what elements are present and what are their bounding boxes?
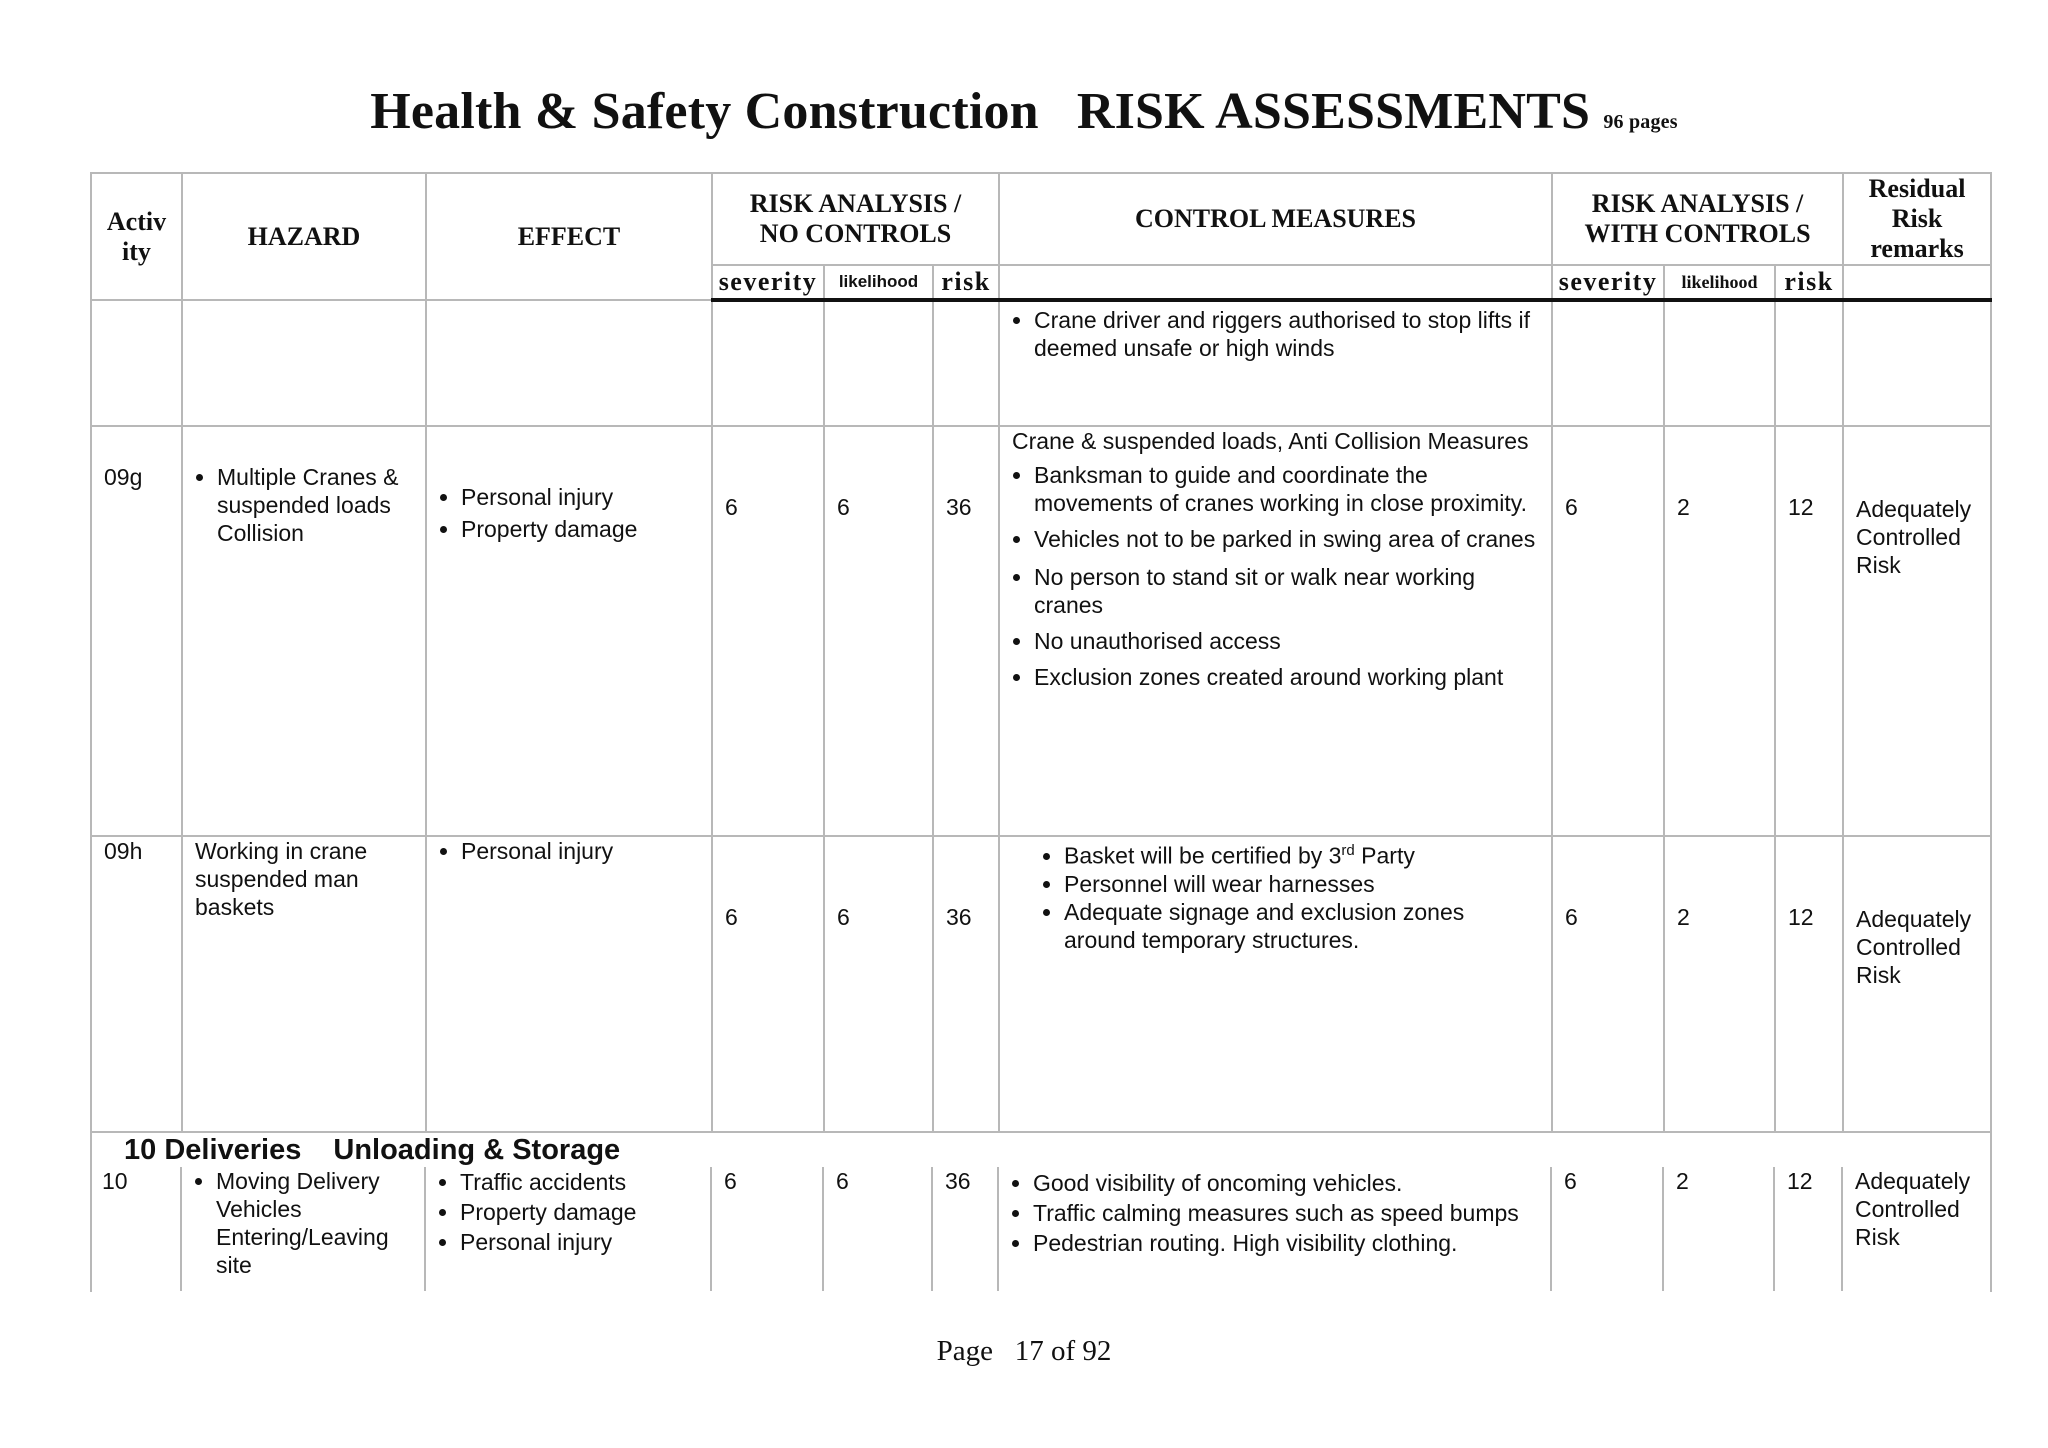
risk-cell xyxy=(933,300,999,426)
controls-intro: Crane & suspended loads, Anti Collision Measures xyxy=(1012,428,1529,454)
severity-value: 6 xyxy=(724,1168,737,1194)
control-item: • Crane driver and riggers authorised to stop lifts if deemed unsafe or high winds xyxy=(1034,306,1541,362)
risk-controlled-value: 12 xyxy=(1788,904,1814,930)
likelihood-controlled-value: 2 xyxy=(1677,494,1690,520)
section-number: 10 xyxy=(124,1134,157,1166)
table-row xyxy=(91,300,1991,426)
control-item: • Pedestrian routing. High visibility clothing. xyxy=(1033,1229,1540,1257)
severity-cell xyxy=(711,1167,823,1291)
header-control-blank xyxy=(999,265,1552,300)
risk-controlled-cell xyxy=(1775,426,1843,836)
severity-cell xyxy=(712,300,824,426)
likelihood-value: 6 xyxy=(836,1168,849,1194)
header-risk: risk xyxy=(933,265,999,300)
likelihood-controlled-value: 2 xyxy=(1676,1168,1689,1194)
severity-controlled-value: 6 xyxy=(1565,904,1578,930)
effect-cell xyxy=(426,836,712,1132)
title-pages: 96 pages xyxy=(1603,111,1678,133)
effect-item: • Property damage xyxy=(460,1197,704,1227)
table-row xyxy=(91,426,1991,836)
likelihood-value: 6 xyxy=(837,494,850,520)
effect-item: • Traffic accidents xyxy=(460,1167,704,1197)
control-item: • Traffic calming measures such as speed bumps xyxy=(1033,1199,1540,1227)
severity-cell xyxy=(712,426,824,836)
activity-cell xyxy=(91,426,182,836)
hazard-item: • Moving Delivery Vehicles Entering/Leaving site xyxy=(216,1167,418,1279)
likelihood-controlled-cell xyxy=(1663,1167,1774,1291)
header-severity: severity xyxy=(712,265,824,300)
severity-controlled-cell xyxy=(1552,426,1664,836)
severity-value: 6 xyxy=(725,494,738,520)
risk-cell xyxy=(932,1167,998,1291)
control-superscript: rd xyxy=(1341,842,1355,859)
effect-item: • Personal injury xyxy=(461,481,705,513)
likelihood-controlled-cell xyxy=(1664,300,1775,426)
hazard-cell xyxy=(182,836,426,1132)
risk-assessment-table xyxy=(90,172,1992,1292)
header-risk-with-controls: RISK ANALYSIS / WITH CONTROLS xyxy=(1552,173,1843,265)
remarks-cell xyxy=(1842,1167,1990,1291)
table-row xyxy=(90,1167,1990,1291)
risk-value: 36 xyxy=(945,1168,971,1194)
remarks-value: Adequately Controlled Risk xyxy=(1856,906,1972,988)
control-item: • Good visibility of oncoming vehicles. xyxy=(1033,1169,1540,1197)
severity-controlled-cell xyxy=(1552,836,1664,1132)
header-severity-controlled: severity xyxy=(1552,265,1664,300)
risk-value: 36 xyxy=(946,904,972,930)
controls-cell xyxy=(999,300,1552,426)
controls-cell xyxy=(999,426,1552,836)
likelihood-cell xyxy=(824,426,933,836)
control-text: Party xyxy=(1354,842,1415,869)
effect-cell xyxy=(426,426,712,836)
severity-cell xyxy=(712,836,824,1132)
controls-cell xyxy=(999,836,1552,1132)
effect-cell xyxy=(426,300,712,426)
likelihood-cell xyxy=(823,1167,932,1291)
header-remarks-blank xyxy=(1843,265,1991,300)
remarks-value: Adequately Controlled Risk xyxy=(1856,496,1972,578)
risk-controlled-value: 12 xyxy=(1787,1168,1813,1194)
page-label: Page xyxy=(936,1335,993,1367)
likelihood-controlled-value: 2 xyxy=(1677,904,1690,930)
hazard-item: • Multiple Cranes & suspended loads Collision xyxy=(217,463,419,547)
control-text: Basket will be certified by 3 xyxy=(1064,842,1342,869)
risk-controlled-cell xyxy=(1775,836,1843,1132)
hazard-cell xyxy=(181,1167,425,1291)
header-likelihood: likelihood xyxy=(824,265,933,300)
title-part1: Health & Safety Construction xyxy=(370,83,1039,140)
severity-controlled-value: 6 xyxy=(1565,494,1578,520)
header-effect: EFFECT xyxy=(426,173,712,300)
risk-controlled-value: 12 xyxy=(1788,494,1814,520)
risk-cell xyxy=(933,836,999,1132)
control-item: • Personnel will wear harnesses xyxy=(1064,870,1541,898)
section-name: Deliveries xyxy=(164,1134,302,1166)
header-risk-controlled: risk xyxy=(1775,265,1843,300)
section-cell xyxy=(91,1132,1991,1292)
effect-item: • Personal injury xyxy=(461,837,705,865)
control-item: • Vehicles not to be parked in swing area of cranes xyxy=(1034,525,1541,553)
control-item: • Exclusion zones created around working plant xyxy=(1034,663,1541,691)
header-residual-risk: Residual Risk remarks xyxy=(1843,173,1991,265)
severity-controlled-cell xyxy=(1551,1167,1663,1291)
likelihood-controlled-cell xyxy=(1664,426,1775,836)
risk-controlled-cell xyxy=(1775,300,1843,426)
likelihood-cell xyxy=(824,300,933,426)
hazard-cell xyxy=(182,300,426,426)
activity-cell xyxy=(90,1167,181,1291)
remarks-value: Adequately Controlled Risk xyxy=(1855,1168,1971,1250)
activity-cell xyxy=(91,836,182,1132)
title-part2: RISK ASSESSMENTS xyxy=(1076,83,1591,140)
section-subtitle: Unloading & Storage xyxy=(333,1134,621,1166)
effect-item: • Personal injury xyxy=(460,1227,704,1257)
remarks-cell xyxy=(1843,300,1991,426)
header-row-1 xyxy=(91,173,1991,265)
severity-value: 6 xyxy=(725,904,738,930)
activity-cell xyxy=(91,300,182,426)
header-likelihood-controlled: likelihood xyxy=(1664,265,1775,300)
risk-cell xyxy=(933,426,999,836)
control-item: • No person to stand sit or walk near working cranes xyxy=(1034,563,1541,619)
likelihood-controlled-cell xyxy=(1664,836,1775,1132)
risk-controlled-cell xyxy=(1774,1167,1842,1291)
header-risk-no-controls: RISK ANALYSIS / NO CONTROLS xyxy=(712,173,999,265)
activity-code: 09g xyxy=(104,464,143,490)
table-row xyxy=(91,836,1991,1132)
activity-code: 10 xyxy=(102,1168,128,1194)
likelihood-cell xyxy=(824,836,933,1132)
control-item: • Banksman to guide and coordinate the movements of cranes working in close proximity. xyxy=(1034,461,1541,517)
header-activity: Activ ity xyxy=(91,173,182,300)
controls-cell xyxy=(998,1167,1551,1291)
activity-code: 09h xyxy=(104,838,143,864)
control-item: • No unauthorised access xyxy=(1034,627,1541,655)
risk-value: 36 xyxy=(946,494,972,520)
severity-controlled-cell xyxy=(1552,300,1664,426)
page-title xyxy=(0,82,2048,141)
hazard-cell xyxy=(182,426,426,836)
hazard-text: Working in crane suspended man baskets xyxy=(195,838,368,920)
header-hazard: HAZARD xyxy=(182,173,426,300)
likelihood-value: 6 xyxy=(837,904,850,930)
page-footer xyxy=(0,1335,2048,1368)
remarks-cell xyxy=(1843,836,1991,1132)
remarks-cell xyxy=(1843,426,1991,836)
header-control-measures: CONTROL MEASURES xyxy=(999,173,1552,265)
control-item: • Adequate signage and exclusion zones around temporary structures. xyxy=(1064,898,1541,954)
section-heading xyxy=(92,1133,1990,1169)
table-row xyxy=(91,1132,1991,1292)
severity-controlled-value: 6 xyxy=(1564,1168,1577,1194)
effect-cell xyxy=(425,1167,711,1291)
control-item xyxy=(1064,837,1541,870)
section-10-table xyxy=(90,1167,1990,1291)
effect-item: • Property damage xyxy=(461,513,705,545)
page-number: 17 of 92 xyxy=(1014,1335,1112,1367)
